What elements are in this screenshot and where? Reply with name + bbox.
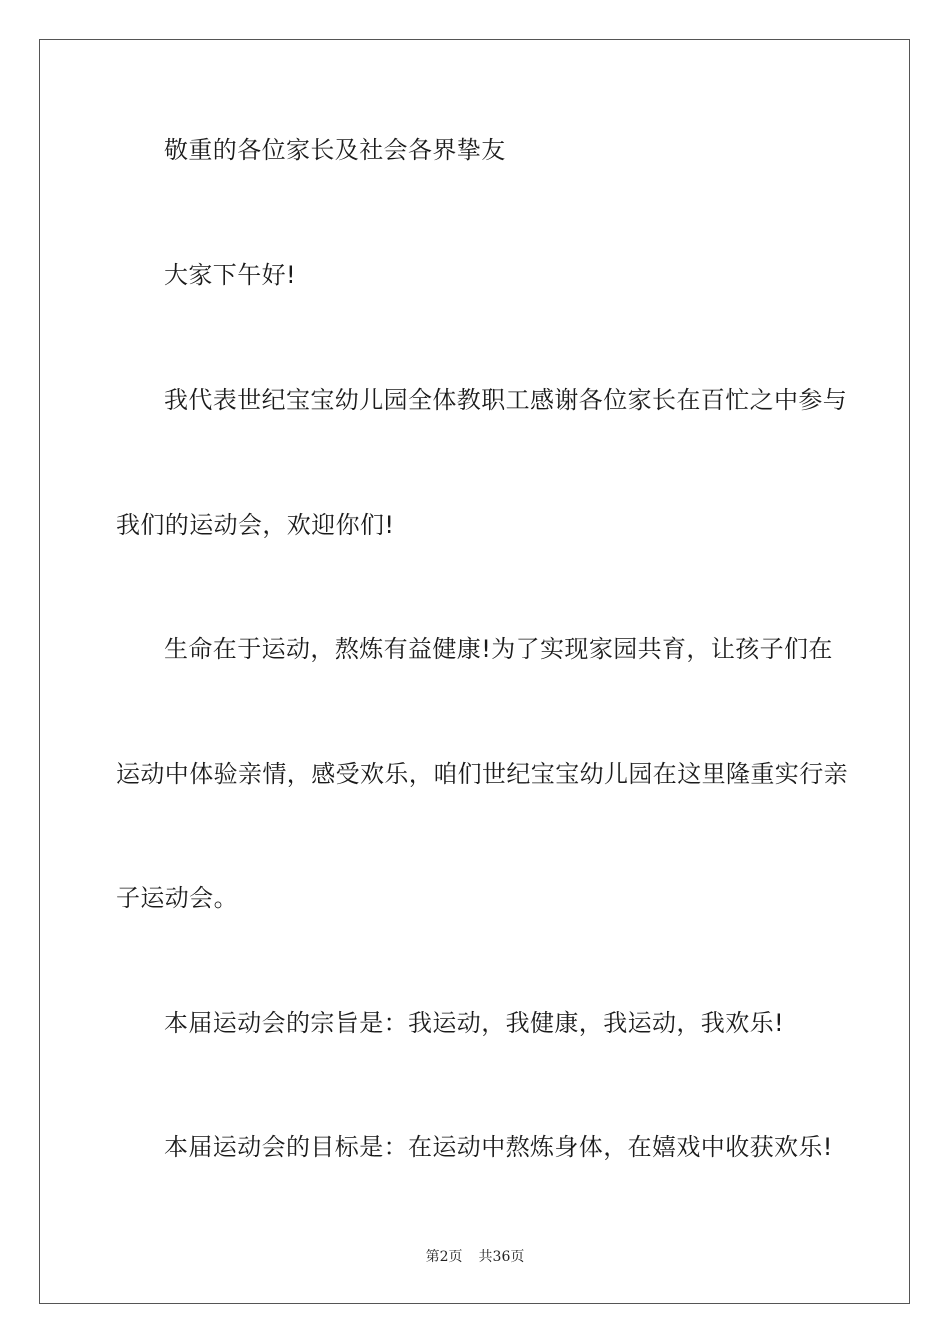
paragraph-line: 我们的运动会，欢迎你们! [116, 511, 395, 539]
greeting-line: 大家下午好! [164, 261, 297, 289]
page-number: 第2页 [425, 1249, 463, 1265]
page-footer [0, 1248, 950, 1266]
paragraph-line: 本届运动会的目标是：在运动中熬炼身体，在嬉戏中收获欢乐! [164, 1133, 833, 1161]
paragraph-line: 我代表世纪宝宝幼儿园全体教职工感谢各位家长在百忙之中参与 [164, 386, 848, 414]
paragraph-line: 生命在于运动，熬炼有益健康!为了实现家园共育，让孩子们在 [164, 635, 833, 663]
salutation-line: 敬重的各位家长及社会各界挚友 [164, 136, 506, 164]
paragraph-line: 子运动会。 [116, 884, 238, 912]
paragraph-line: 本届运动会的宗旨是：我运动，我健康，我运动，我欢乐! [164, 1009, 785, 1037]
paragraph-line: 运动中体验亲情，感受欢乐，咱们世纪宝宝幼儿园在这里隆重实行亲 [116, 760, 848, 788]
page-total: 共36页 [478, 1249, 525, 1265]
page-border [39, 39, 910, 1304]
